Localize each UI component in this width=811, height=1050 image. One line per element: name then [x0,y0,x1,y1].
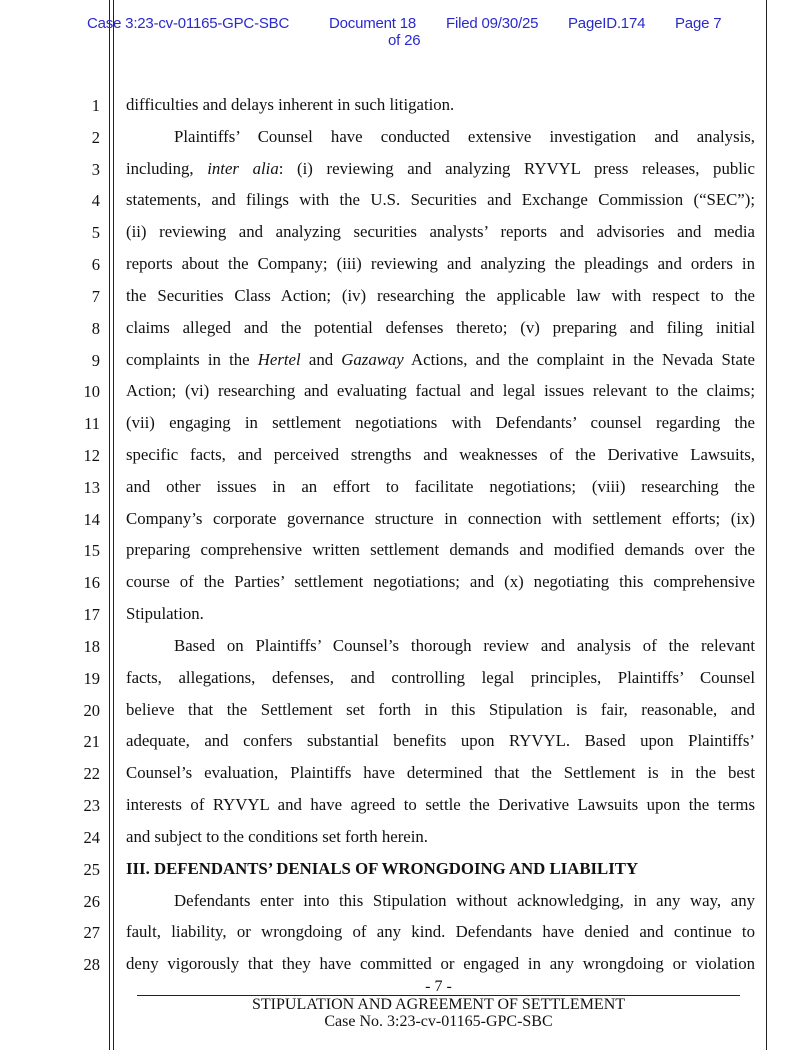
line-number: 26 [83,891,100,911]
text-segment: deny vigorously that they have committed or engaged in any wrongdoing or violation [126,954,755,974]
text-line [126,763,755,783]
line-number: 13 [83,477,100,497]
line-number: 18 [83,636,100,656]
text-line [126,286,755,306]
text-segment: Stipulation. [126,604,204,624]
footer-title: STIPULATION AND AGREEMENT OF SETTLEMENT [251,996,626,1013]
text-line [126,827,755,847]
text-segment: reports about the Company; (iii) reviewing and analyzing the pleadings and orders in [126,254,755,274]
text-line [126,572,755,592]
line-number: 14 [83,509,100,529]
text-segment: course of the Parties’ settlement negotiations; and (x) negotiating this comprehensive [126,572,755,592]
text-segment: believe that the Settlement set forth in this Stipulation is fair, reasonable, and [126,699,755,719]
text-line [126,954,755,974]
header-filed-date: Filed 09/30/25 [446,15,539,32]
line-number: 5 [91,223,100,243]
text-segment: the Securities Class Action; (iv) researching the applicable law with respect to the [126,285,755,305]
text-segment: Defendants enter into this Stipulation without acknowledging, in any way, any [174,890,755,910]
text-segment: Plaintiffs’ Counsel have conducted extensive investigation and analysis, [174,126,755,146]
line-number: 24 [83,827,100,847]
text-line [126,922,755,942]
line-number: 19 [83,668,100,688]
italic-text: Hertel [257,349,301,369]
left-margin-rule-outer [109,0,110,1050]
text-segment: statements, and filings with the U.S. Securities and Exchange Commission (“SEC”); [126,190,755,210]
header-page-total: of 26 [388,32,421,49]
text-line [126,190,755,210]
text-line [126,477,755,497]
text-segment: : (i) reviewing and analyzing RYVYL press releases, public [278,158,756,178]
italic-text: inter alia [207,158,279,178]
footer-case-number: Case No. 3:23-cv-01165-GPC-SBC [324,1013,553,1030]
text-line [126,381,755,401]
line-number: 9 [91,350,100,370]
text-line [126,891,755,911]
text-segment: adequate, and confers substantial benefits upon RYVYL. Based upon Plaintiffs’ [126,731,755,751]
text-segment: complaints in the [126,349,258,369]
line-number: 16 [83,573,100,593]
line-number: 22 [83,764,100,784]
text-line [126,254,755,274]
header-page: Page 7 [675,15,722,32]
text-line [126,636,755,656]
text-line [126,540,755,560]
line-number: 20 [83,700,100,720]
text-segment: fault, liability, or wrongdoing of any kind. Defendants have denied and continue to [126,922,755,942]
text-line [126,127,755,147]
footer-page-number: - 7 - [425,978,452,995]
line-number: 17 [83,605,100,625]
text-segment: and subject to the conditions set forth herein. [126,826,428,846]
text-line [126,795,755,815]
header-case-number: Case 3:23-cv-01165-GPC-SBC [87,15,290,32]
left-margin-rule-inner [113,0,114,1050]
text-line [126,159,755,179]
line-number: 12 [83,446,100,466]
header-document: Document 18 [329,15,417,32]
text-segment: and other issues in an effort to facilitate negotiations; (viii) researching the [126,476,755,496]
line-number: 8 [91,318,100,338]
line-number: 25 [83,859,100,879]
line-number: 1 [91,96,100,115]
line-number: 2 [91,127,100,147]
text-segment: Counsel’s evaluation, Plaintiffs have determined that the Settlement is in the best [126,763,755,783]
text-segment: Based on Plaintiffs’ Counsel’s thorough review and analysis of the relevant [174,635,755,655]
text-line [126,413,755,433]
line-number: 3 [91,159,100,179]
text-segment: (ii) reviewing and analyzing securities analysts’ reports and advisories and media [126,222,755,242]
text-segment: including, [126,158,208,178]
text-line [126,95,755,115]
section-heading [126,859,755,879]
text-line [126,509,755,529]
line-number: 11 [84,414,100,434]
text-segment: (vii) engaging in settlement negotiations with Defendants’ counsel regarding the [126,413,755,433]
text-segment: difficulties and delays inherent in such litigation. [126,95,455,114]
text-segment: III. DEFENDANTS’ DENIALS OF WRONGDOING AND LIABILITY [126,858,639,878]
text-line [126,668,755,688]
text-segment: interests of RYVYL and have agreed to settle the Derivative Lawsuits upon the terms [126,795,755,815]
text-line [126,350,755,370]
text-segment: specific facts, and perceived strengths and weaknesses of the Derivative Lawsuits, [126,445,755,465]
right-margin-rule [766,0,767,1050]
text-line [126,731,755,751]
line-number: 7 [91,286,100,306]
text-line [126,318,755,338]
line-number: 23 [83,796,100,816]
text-segment: Actions, and the complaint in the Nevada State [403,349,756,369]
text-line [126,700,755,720]
text-line [126,445,755,465]
text-segment: claims alleged and the potential defenses thereto; (v) preparing and filing initial [126,317,755,337]
line-number: 21 [83,732,100,752]
text-segment: Company’s corporate governance structure in connection with settlement efforts; (ix) [126,508,755,528]
line-number: 10 [83,382,100,402]
text-line [126,222,755,242]
line-number: 4 [91,191,100,211]
line-number: 28 [83,955,100,975]
header-pageid: PageID.174 [568,15,646,32]
italic-text: Gazaway [341,349,404,369]
text-segment: preparing comprehensive written settlement demands and modified demands over the [126,540,755,560]
line-number: 27 [83,923,100,943]
text-segment: facts, allegations, defenses, and controlling legal principles, Plaintiffs’ Counsel [126,667,755,687]
text-segment: Action; (vi) researching and evaluating factual and legal issues relevant to the claims; [126,381,755,401]
line-number: 6 [91,255,100,275]
text-segment: and [300,349,342,369]
line-number: 15 [83,541,100,561]
text-line [126,604,755,624]
